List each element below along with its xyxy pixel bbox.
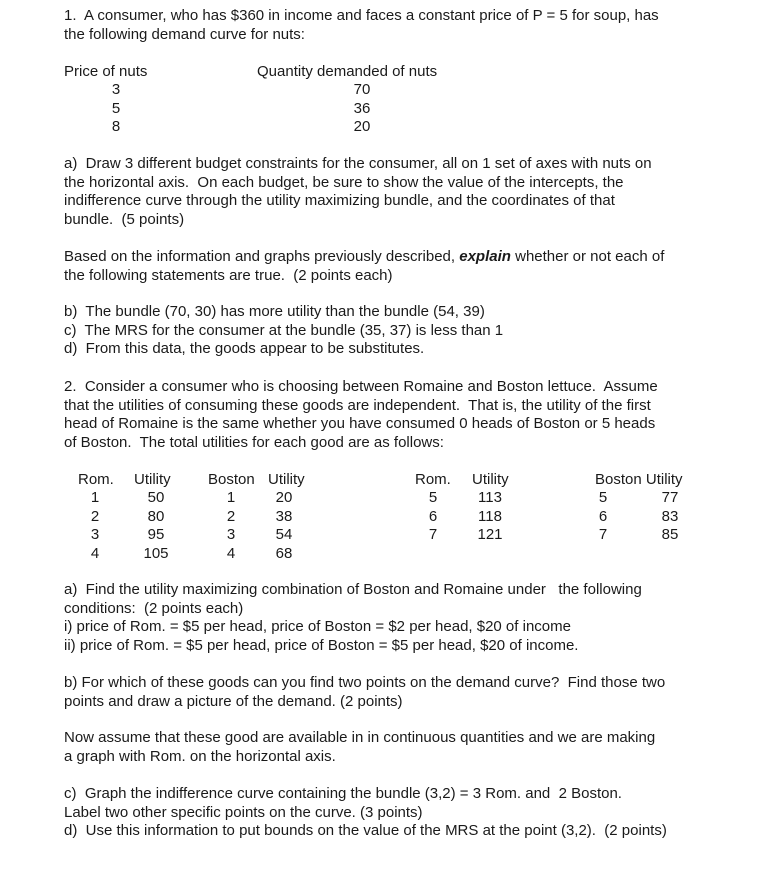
q2-part-a <box>64 581 724 655</box>
text-line: points and draw a picture of the demand. (2 points) <box>64 692 403 710</box>
table-cell: 6 <box>598 507 608 525</box>
boston-right-utility <box>654 489 686 545</box>
emphasis-explain: explain <box>459 248 511 265</box>
q2-parts-cd <box>64 785 724 841</box>
text-line: bundle. (5 points) <box>64 210 185 228</box>
text-run: whether or not each of <box>510 248 665 265</box>
text-line: i) price of Rom. = $5 per head, price of Boston = $2 per head, $20 of income <box>64 618 571 635</box>
q1-instructions <box>64 248 724 285</box>
text-line: a) Draw 3 different budget constraints for the consumer, all on 1 set of axes with nuts on <box>64 155 652 172</box>
table-cell: 85 <box>661 526 679 543</box>
rom-right-heads <box>422 489 444 545</box>
table-cell: 36 <box>353 99 371 117</box>
header-rom-right: Rom. <box>415 471 451 488</box>
text-line: a graph with Rom. on the horizontal axis. <box>64 747 336 765</box>
q1-part-a <box>64 155 724 229</box>
rom-left-utility <box>136 489 176 563</box>
text-line <box>64 248 724 267</box>
table-cell: 5 <box>598 489 608 506</box>
table-cell: 105 <box>143 544 169 562</box>
table-cell: 95 <box>147 526 165 543</box>
rom-left-heads <box>84 489 106 563</box>
boston-left-utility <box>266 489 302 563</box>
table-cell: 70 <box>353 81 371 98</box>
table-cell: 50 <box>147 489 165 506</box>
text-line: Label two other specific points on the curve. (3 points) <box>64 803 423 821</box>
header-utility-boston-left: Utility <box>268 471 305 488</box>
table-cell: 7 <box>428 526 438 543</box>
q2-intro <box>64 378 724 452</box>
table-cell: 38 <box>275 507 293 525</box>
q1-price-header: Price of nuts <box>64 63 148 80</box>
table-cell: 20 <box>353 118 371 135</box>
table-cell: 6 <box>428 507 438 525</box>
table-cell: 3 <box>111 81 121 98</box>
header-utility-left: Utility <box>134 471 171 488</box>
text-line: 2. Consider a consumer who is choosing between Romaine and Boston lettuce. Assume <box>64 378 658 395</box>
q1-part-d: d) From this data, the goods appear to be substitutes. <box>64 340 425 357</box>
q1-intro <box>64 7 724 44</box>
q1-quantity-header: Quantity demanded of nuts <box>257 63 438 80</box>
text-line: indifference curve through the utility maximizing bundle, and the coordinates of that <box>64 192 615 209</box>
text-line: the following statements are true. (2 points each) <box>64 266 393 284</box>
text-line: that the utilities of consuming these goods are independent. That is, the utility of the first <box>64 396 651 414</box>
table-cell: 1 <box>226 489 236 506</box>
table-cell: 77 <box>661 489 679 506</box>
rom-right-utility <box>470 489 510 545</box>
table-cell: 5 <box>428 489 438 506</box>
q1-intro-line: 1. A consumer, who has $360 in income and faces a constant price of P = 5 for soup, has <box>64 7 659 24</box>
q1-part-b: b) The bundle (70, 30) has more utility than the bundle (54, 39) <box>64 303 485 320</box>
q2-now-assume <box>64 729 724 766</box>
table-cell: 8 <box>111 118 121 135</box>
table-cell: 4 <box>90 544 100 562</box>
q1-price-column <box>100 81 132 137</box>
q1-parts-bcd <box>64 303 724 359</box>
table-cell: 2 <box>226 507 236 525</box>
header-boston-utility-right: Boston Utility <box>595 471 683 488</box>
header-utility-right: Utility <box>472 471 509 488</box>
table-cell: 3 <box>90 526 100 543</box>
table-cell: 83 <box>661 507 679 525</box>
q2-part-b <box>64 674 724 711</box>
text-line: conditions: (2 points each) <box>64 599 244 617</box>
text-line: ii) price of Rom. = $5 per head, price of Boston = $5 per head, $20 of income. <box>64 636 579 654</box>
header-rom-left: Rom. <box>78 471 114 488</box>
q1-quantity-column <box>342 81 382 137</box>
text-line: a) Find the utility maximizing combination of Boston and Romaine under the following <box>64 581 642 598</box>
boston-left-heads <box>220 489 242 563</box>
boston-right-heads <box>592 489 614 545</box>
table-cell: 20 <box>275 489 293 506</box>
table-cell: 113 <box>478 489 502 506</box>
table-cell: 4 <box>226 544 236 562</box>
header-boston-left: Boston <box>208 471 255 488</box>
text-line: Now assume that these good are available in in continuous quantities and we are making <box>64 729 656 746</box>
text-run: Based on the information and graphs previously described, <box>64 248 460 265</box>
table-cell: 80 <box>147 507 165 525</box>
table-cell: 5 <box>111 99 121 117</box>
table-cell: 68 <box>275 544 293 562</box>
table-cell: 54 <box>275 526 293 543</box>
text-line: b) For which of these goods can you find two points on the demand curve? Find those two <box>64 674 666 691</box>
table-cell: 121 <box>477 526 503 543</box>
text-line: d) Use this information to put bounds on the value of the MRS at the point (3,2). (2 points) <box>64 822 667 839</box>
q1-intro-line: the following demand curve for nuts: <box>64 25 305 43</box>
table-cell: 3 <box>226 526 236 543</box>
text-line: of Boston. The total utilities for each good are as follows: <box>64 433 444 451</box>
q1-part-c: c) The MRS for the consumer at the bundle (35, 37) is less than 1 <box>64 321 504 339</box>
text-line: the horizontal axis. On each budget, be sure to show the value of the intercepts, the <box>64 173 624 191</box>
table-cell: 7 <box>598 526 608 543</box>
table-cell: 1 <box>90 489 100 506</box>
text-line: head of Romaine is the same whether you have consumed 0 heads of Boston or 5 heads <box>64 415 656 432</box>
table-cell: 2 <box>90 507 100 525</box>
table-cell: 118 <box>478 507 502 525</box>
text-line: c) Graph the indifference curve containing the bundle (3,2) = 3 Rom. and 2 Boston. <box>64 785 622 802</box>
